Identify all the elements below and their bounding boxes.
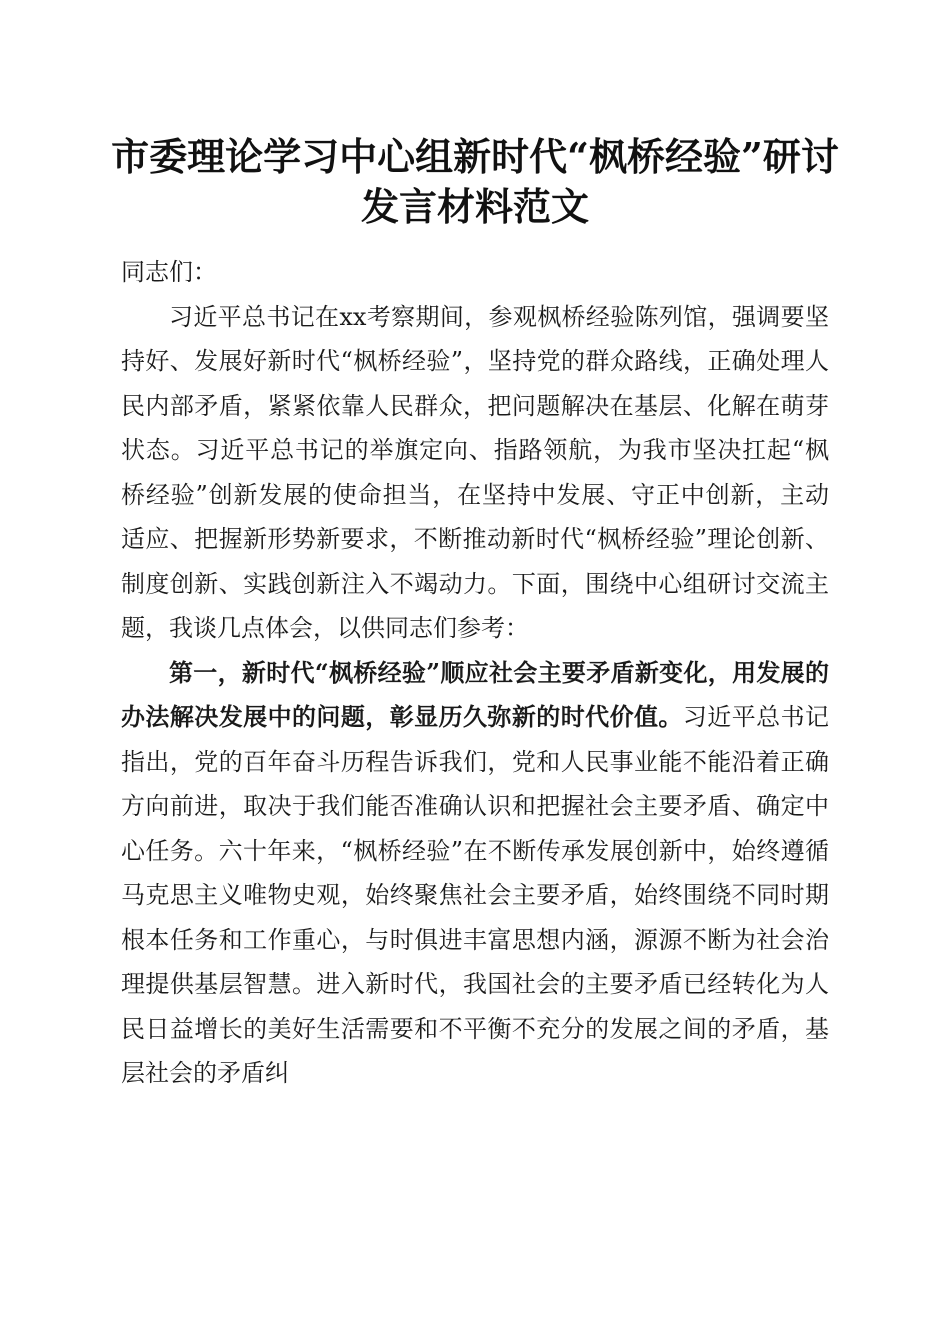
- title-line-1: 市委理论学习中心组新时代“枫桥经验”研讨: [111, 134, 839, 179]
- document-title: [100, 132, 850, 232]
- paragraph-first-point: [121, 651, 829, 1096]
- title-line-2: 发言材料范文: [360, 184, 589, 229]
- greeting: 同志们：: [121, 258, 217, 286]
- paragraph-first-point-body: 习近平总书记指出，党的百年奋斗历程告诉我们，党和人民事业能不能沿着正确方向前进，取决于我们能否准确认识和把握社会主要矛盾、确定中心任务。六十年来，“枫桥经验”在不断传承发展创新中，始终遵循马克思主义唯物史观，始终聚焦社会主要矛盾，始终围绕不同时期根本任务和工作重心，与时俱进丰富思想内涵，源源不断为社会治理提供基层智慧。进入新时代，我国社会的主要矛盾已经转化为人民日益增长的美好生活需要和不平衡不充分的发展之间的矛盾，基层社会的矛盾纠: [121, 703, 830, 1087]
- paragraph-first-point-lead: 第一，新时代“枫桥经验”顺应社会主要矛盾新变化，用发展的办法解决发展中的问题，彰显历久弥新的时代价值。: [121, 657, 829, 731]
- document-body: [121, 250, 829, 1096]
- paragraph-intro: 习近平总书记在xx考察期间，参观枫桥经验陈列馆，强调要坚持好、发展好新时代“枫桥经验”，坚持党的群众路线，正确处理人民内部矛盾，紧紧依靠人民群众，把问题解决在基层、化解在萌芽状态。习近平总书记的举旗定向、指路领航，为我市坚决扛起“枫桥经验”创新发展的使命担当，在坚持中发展、守正中创新，主动适应、把握新形势新要求，不断推动新时代“枫桥经验”理论创新、制度创新、实践创新注入不竭动力。下面，围绕中心组研讨交流主题，我谈几点体会，以供同志们参考：: [121, 302, 829, 642]
